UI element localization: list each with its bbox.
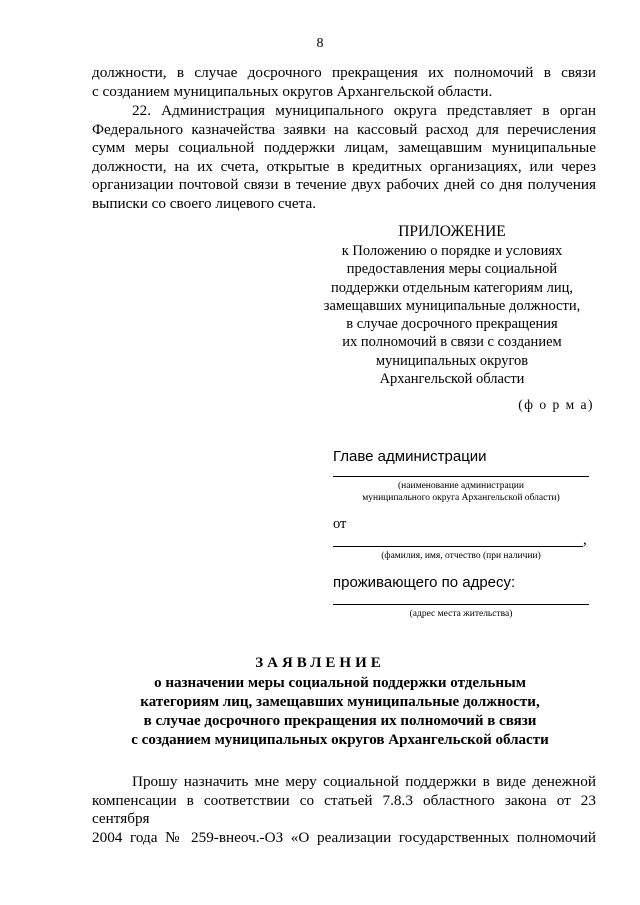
statement-title: ЗАЯВЛЕНИЕ [255,655,385,671]
form-marker: (ф о р м а) [518,397,594,412]
text-line: организации почтовой связи в течение двух рабочих дней со дня получения [92,176,596,193]
appendix-line: к Положению о порядке и условиях [341,243,563,259]
statement-body [92,773,596,847]
applicant-name-caption: (фамилия, имя, отчество (при наличии) [381,551,541,561]
paragraph-21-tail [92,64,596,101]
appendix-line: предоставления меры социальной [346,261,558,278]
text-line: компенсации в соответствии со статьей 7.8.3 областного закона от 23 сентября [92,791,596,827]
appendix-line: замещавших муниципальные должности, [323,297,581,314]
appendix-line: Архангельской области [379,371,525,388]
text-line: должности, в случае досрочного прекращения их полномочий в связи [92,64,596,81]
comma: , [583,532,587,548]
appendix-heading: ПРИЛОЖЕНИЕ [398,223,506,240]
caption-line: (наименование администрации [398,481,524,491]
addressee-field [333,476,589,477]
addressee-label: Главе администрации [333,448,487,465]
appendix-line: муниципальных округов [375,352,529,369]
text-line: Прошу назначить мне меру социальной поддержки в виде денежной [132,773,596,790]
paragraph-22 [92,102,596,213]
address-label: проживающего по адресу: [333,574,516,591]
subtitle-line: в случае досрочного прекращения их полномочий в связи [143,713,537,729]
subtitle-line: с созданием муниципальных округов Архангельской области [131,732,549,748]
appendix-block [300,222,604,388]
text-line: должности, на их счета, открытые в кредитных организациях, или через [92,157,596,175]
statement-subtitle [80,674,600,750]
text-line: 22. Администрация муниципального округа представляет в орган [132,102,596,119]
from-label: от [333,516,347,532]
page-number: 8 [316,36,324,51]
appendix-line: поддержки отдельным категориям лиц, [330,279,573,296]
subtitle-line: о назначении меры социальной поддержки отдельным [154,675,526,691]
text-line: 2004 года № 259-внеоч.-ОЗ «О реализации государственных полномочий [92,828,596,846]
addressee-caption [333,480,589,504]
appendix-line: в случае досрочного прекращения [346,316,558,333]
address-caption: (адрес места жительства) [409,609,513,619]
caption-line: муниципального округа Архангельской области) [362,493,560,503]
appendix-line: их полномочий в связи с созданием [342,334,562,351]
address-field [333,604,589,605]
text-line: Федерального казначейства заявки на кассовый расход для перечисления [92,120,596,138]
text-line: сумм меры социальной поддержки лицам, замещавшим муниципальные [92,139,596,156]
text-line: с созданием муниципальных округов Архангельской области. [92,82,493,100]
text-line: выписки со своего лицевого счета. [92,194,317,212]
applicant-name-field [333,546,583,547]
subtitle-line: категориям лиц, замещавших муниципальные должности, [140,694,540,710]
